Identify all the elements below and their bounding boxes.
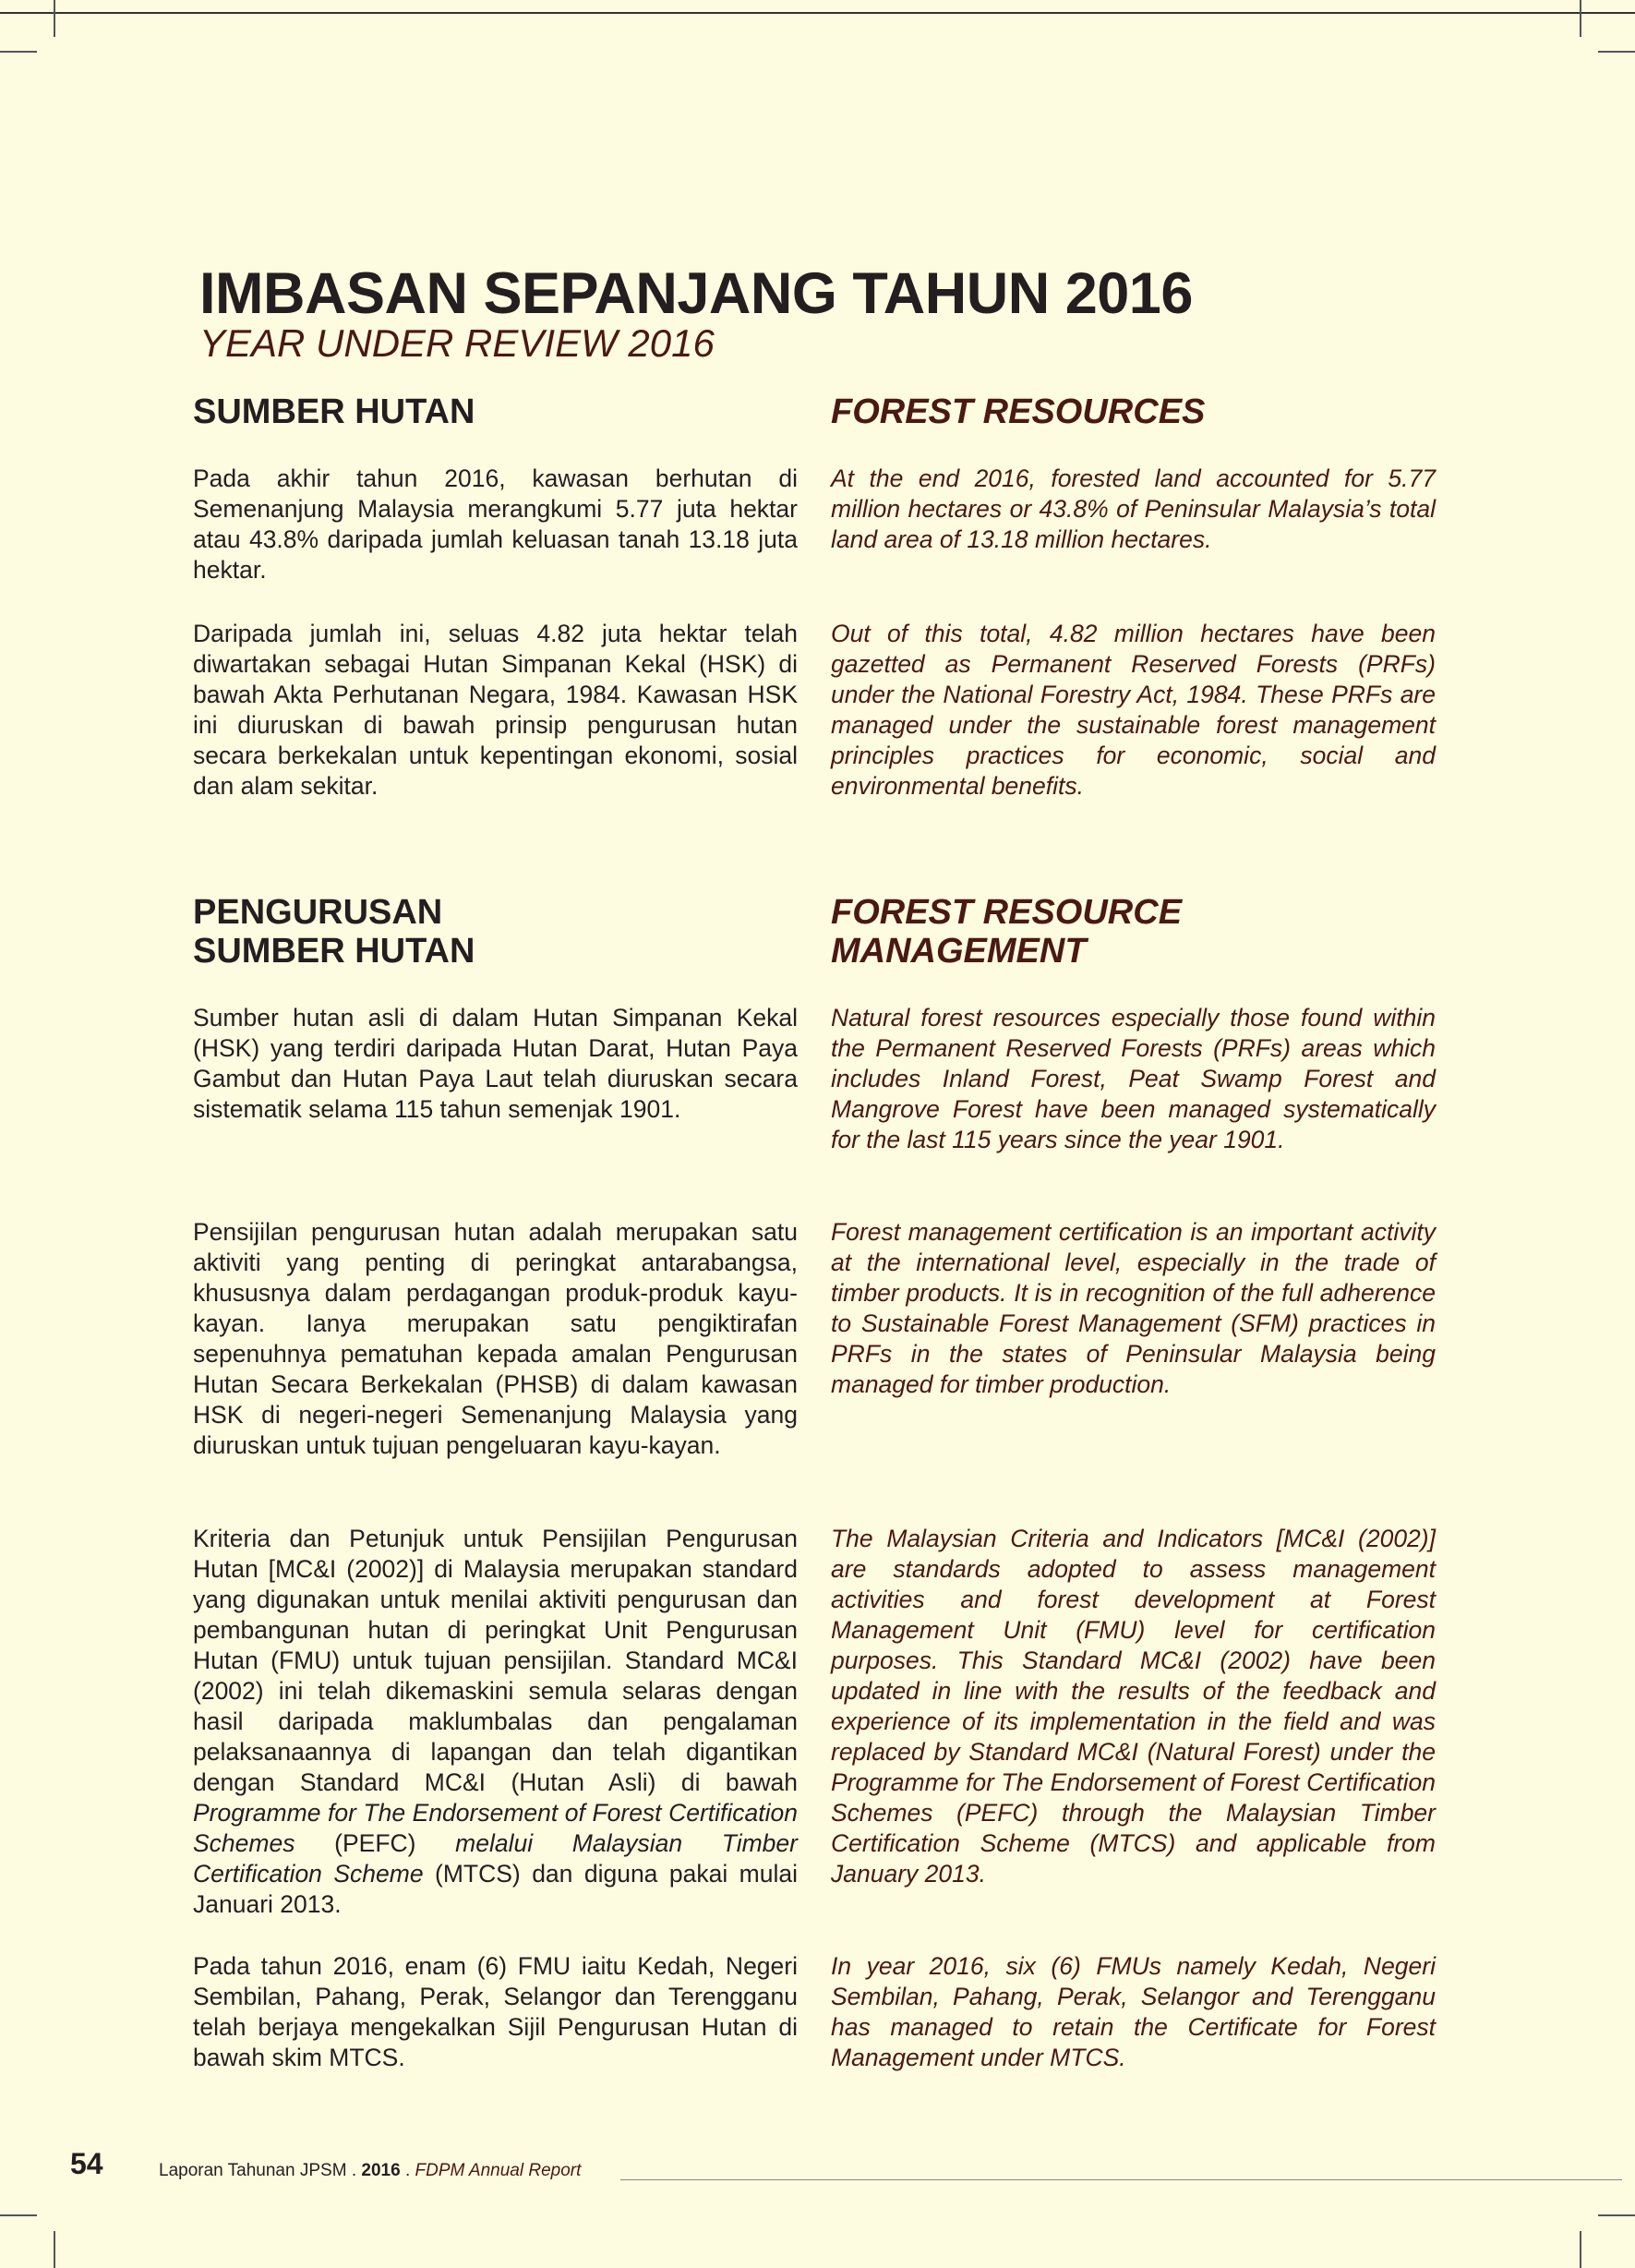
crop-mark	[54, 2231, 55, 2268]
s1-p2-ms: Daripada jumlah ini, seluas 4.82 juta hektar telah diwartakan sebagai Hutan Simpanan Kekal (HSK) di bawah Akta Perhutanan Negara, 1984. Kawasan HSK ini diuruskan di bawah prinsip pengurusan hutan secara berkekalan untuk kepentingan ekonomi, sosial dan alam sekitar.	[193, 620, 798, 800]
paragraph-en	[831, 1524, 1436, 1889]
heading-management-line2: MANAGEMENT	[831, 932, 1087, 971]
crop-mark	[1598, 51, 1635, 53]
paragraph-en	[831, 464, 1436, 555]
footer-sep: .	[351, 2161, 357, 2180]
s2-p3-ms-a: Kriteria dan Petunjuk untuk Pensijilan Pengurusan Hutan [MC&I (2002)] di Malaysia merupakan standard yang digunakan untuk menilai aktiviti pengurusan dan pembangunan hutan di peringkat Unit Pengurusan Hutan (FMU) untuk tujuan pensijilan. Standard MC&I (2002) ini telah dikemaskini semula selaras dengan hasil daripada maklumbalas dan pengalaman pelaksanaannya di lapangan dan telah digantikan dengan Standard MC&I (Hutan Asli) di bawah	[193, 1525, 798, 1796]
s2-p1-ms: Sumber hutan asli di dalam Hutan Simpanan Kekal (HSK) yang terdiri daripada Hutan Darat, Hutan Paya Gambut dan Hutan Paya Laut telah diuruskan secara sistematik selama 115 tahun semenjak 1901.	[193, 1004, 798, 1123]
paragraph-en	[831, 1951, 1436, 2073]
s2-p4-ms: Pada tahun 2016, enam (6) FMU iaitu Kedah, Negeri Sembilan, Pahang, Perak, Selangor dan Terengganu telah berjaya mengekalkan Sijil Pengurusan Hutan di bawah skim MTCS.	[193, 1952, 798, 2071]
paragraph-ms	[193, 1003, 798, 1125]
footer-report-ms: Laporan Tahunan JPSM	[159, 2161, 347, 2180]
s2-p4-en: In year 2016, six (6) FMUs namely Kedah, Negeri Sembilan, Pahang, Perak, Selangor and Terengganu has managed to retain the Certificate for Forest Management under MTCS.	[831, 1952, 1436, 2071]
crop-mark	[1580, 0, 1581, 37]
paragraph-ms	[193, 1217, 798, 1461]
section-heading-en	[831, 893, 1436, 971]
s2-p3-ms-d: melalui Malaysian Timber Certification Scheme	[193, 1829, 798, 1888]
footer-sep: .	[404, 2161, 411, 2180]
s2-p3-ms-b: Programme for The Endorsement of Forest Certification Schemes	[193, 1799, 798, 1857]
page-number: 54	[70, 2147, 103, 2180]
heading-pengurusan-line2: SUMBER HUTAN	[193, 932, 475, 971]
section-heading-ms	[193, 392, 798, 431]
paragraph-en	[831, 1003, 1436, 1155]
heading-forest-resources: FOREST RESOURCES	[831, 392, 1206, 431]
footer-year: 2016	[361, 2161, 401, 2180]
crop-mark	[1598, 2214, 1635, 2216]
s2-p2-en: Forest management certification is an important activity at the international level, especially in the trade of timber products. It is in recognition of the full adherence to Sustainable Forest Management (SFM) practices in PRFs in the states of Peninsular Malaysia being managed for timber production.	[831, 1218, 1436, 1398]
paragraph-ms	[193, 619, 798, 802]
s2-p3-en: The Malaysian Criteria and Indicators [MC&I (2002)] are standards adopted to assess management activities and forest development at Forest Management Unit (FMU) level for certification purposes. This Standard MC&I (2002) have been updated in line with the results of the feedback and experience of its implementation in the field and was replaced by Standard MC&I (Natural Forest) under the Programme for The Endorsement of Forest Certification Schemes (PEFC) through the Malaysian Timber Certification Scheme (MTCS) and applicable from January 2013.	[831, 1525, 1436, 1888]
s2-p3-ms-e: (MTCS) dan diguna pakai mulai Januari 2013.	[193, 1860, 798, 1918]
page-subtitle: YEAR UNDER REVIEW 2016	[199, 321, 715, 365]
s2-p2-ms: Pensijilan pengurusan hutan adalah merupakan satu aktiviti yang penting di peringkat antarabangsa, khususnya dalam perdagangan produk-produk kayu-kayan. Ianya merupakan satu pengiktirafan sepenuhnya pematuhan kepada amalan Pengurusan Hutan Secara Berkekalan (PHSB) di dalam kawasan HSK di negeri-negeri Semenanjung Malaysia yang diuruskan untuk tujuan pengeluaran kayu-kayan.	[193, 1218, 798, 1459]
section-heading-en	[831, 392, 1436, 431]
crop-mark	[1580, 2231, 1581, 2268]
crop-mark	[0, 2214, 37, 2216]
s2-p1-en: Natural forest resources especially those found within the Permanent Reserved Forests (PRFs) areas which includes Inland Forest, Peat Swamp Forest and Mangrove Forest have been managed systematically for the last 115 years since the year 1901.	[831, 1004, 1436, 1153]
paragraph-en	[831, 619, 1436, 802]
heading-management-line1: FOREST RESOURCE	[831, 893, 1183, 932]
section-heading-ms	[193, 893, 798, 971]
paragraph-ms	[193, 1524, 798, 1920]
paragraph-ms	[193, 464, 798, 585]
s1-p1-en: At the end 2016, forested land accounted for 5.77 million hectares or 43.8% of Peninsular Malaysia’s total land area of 13.18 million hectares.	[831, 464, 1436, 553]
heading-sumber-hutan: SUMBER HUTAN	[193, 392, 475, 431]
s1-p1-ms: Pada akhir tahun 2016, kawasan berhutan di Semenanjung Malaysia merangkumi 5.77 juta hektar atau 43.8% daripada jumlah keluasan tanah 13.18 juta hektar.	[193, 464, 798, 584]
paragraph-en	[831, 1217, 1436, 1400]
s2-p3-ms	[193, 1524, 798, 1920]
crop-mark	[0, 51, 37, 53]
paragraph-ms	[193, 1951, 798, 2073]
crop-mark	[54, 0, 55, 37]
page-title: IMBASAN SEPANJANG TAHUN 2016	[199, 261, 1193, 326]
s2-p3-ms-c: (PEFC)	[295, 1829, 456, 1857]
heading-pengurusan-line1: PENGURUSAN	[193, 893, 443, 932]
footer-rule	[620, 2179, 1622, 2180]
s1-p2-en: Out of this total, 4.82 million hectares have been gazetted as Permanent Reserved Forests (PRFs) under the National Forestry Act, 1984. These PRFs are managed under the sustainable forest management principles practices for economic, social and environmental benefits.	[831, 620, 1436, 800]
footer-report-en: FDPM Annual Report	[415, 2161, 582, 2180]
footer-text	[159, 2161, 581, 2181]
top-rule	[0, 12, 1635, 14]
